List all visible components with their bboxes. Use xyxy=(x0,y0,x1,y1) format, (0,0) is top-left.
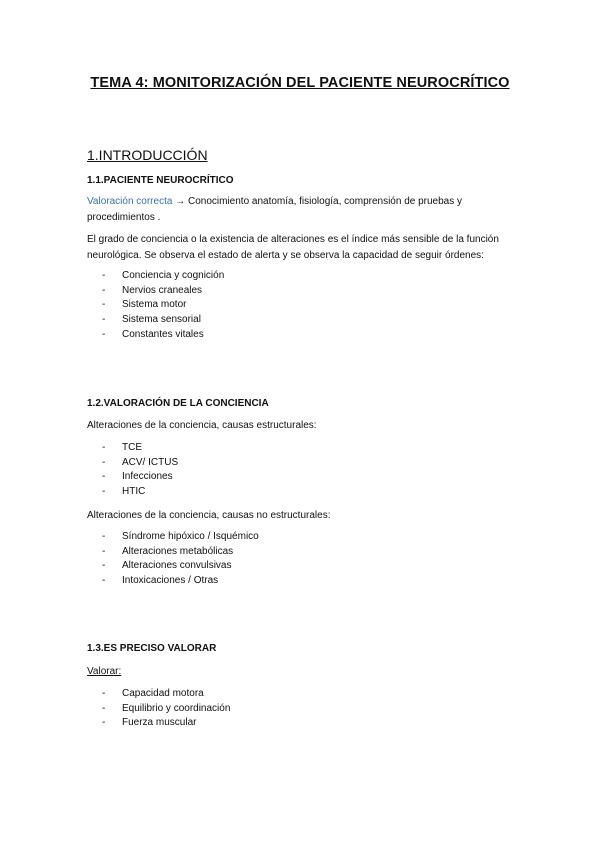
bullet-dash: - xyxy=(102,688,106,699)
section-heading-introduccion: 1.INTRODUCCIÓN xyxy=(87,147,208,163)
bullet-dash: - xyxy=(102,486,106,498)
valorar-label: Valorar: xyxy=(87,666,122,677)
conciencia-paragraph-line1: El grado de conciencia o la existencia de alteraciones es el índice más sensible de la función xyxy=(87,234,499,245)
list-item: - Fuerza muscular xyxy=(102,716,230,731)
bullet-dash: - xyxy=(102,531,106,542)
arrow-right-icon: → xyxy=(175,196,186,207)
bullet-dash: - xyxy=(102,702,106,714)
bullet-dash: - xyxy=(102,442,106,453)
list-item: - Conciencia y cognición xyxy=(102,269,224,284)
bullet-dash: - xyxy=(102,575,106,587)
causas-no-estructurales-list xyxy=(102,530,259,589)
valorar-list xyxy=(102,687,230,731)
list-item: - Alteraciones metabólicas xyxy=(102,545,259,560)
causas-estructurales-list xyxy=(102,441,178,500)
bullet-dash: - xyxy=(102,471,106,483)
bullet-dash: - xyxy=(102,270,106,281)
bullet-dash: - xyxy=(102,299,106,311)
valoracion-text-line2: procedimientos . xyxy=(87,212,161,223)
list-item: - Capacidad motora xyxy=(102,687,230,702)
bullet-dash: - xyxy=(102,545,106,557)
list-item: - Equilibrio y coordinación xyxy=(102,702,230,717)
causas-estructurales-intro: Alteraciones de la conciencia, causas estructurales: xyxy=(87,420,317,431)
bullet-dash: - xyxy=(102,284,106,296)
subsection-heading-es-preciso-valorar: 1.3.ES PRECISO VALORAR xyxy=(87,643,217,654)
valoracion-list xyxy=(102,269,224,342)
bullet-dash: - xyxy=(102,314,106,326)
list-item: - Alteraciones convulsivas xyxy=(102,559,259,574)
valoracion-text-line1: Conocimiento anatomía, fisiología, comprensión de pruebas y xyxy=(185,196,463,207)
conciencia-paragraph xyxy=(87,232,507,264)
conciencia-paragraph-line2: neurológica. Se observa el estado de alerta y se observa la capacidad de seguir órdenes: xyxy=(87,250,484,261)
bullet-dash: - xyxy=(102,560,106,572)
bullet-dash: - xyxy=(102,456,106,468)
bullet-dash: - xyxy=(102,328,106,340)
list-item: - Nervios craneales xyxy=(102,284,224,299)
valoracion-paragraph xyxy=(87,194,507,226)
list-item: - Constantes vitales xyxy=(102,328,224,343)
list-item: - TCE xyxy=(102,441,178,456)
valoracion-label: Valoración correcta xyxy=(87,196,173,207)
causas-no-estructurales-intro: Alteraciones de la conciencia, causas no estructurales: xyxy=(87,510,331,521)
subsection-heading-valoracion-conciencia: 1.2.VALORACIÓN DE LA CONCIENCIA xyxy=(87,398,269,409)
list-item: - Intoxicaciones / Otras xyxy=(102,574,259,589)
document-title: TEMA 4: MONITORIZACIÓN DEL PACIENTE NEUROCRÍTICO xyxy=(90,75,510,91)
list-item: - ACV/ ICTUS xyxy=(102,456,178,471)
subsection-heading-paciente-neurocritico: 1.1.PACIENTE NEUROCRÍTICO xyxy=(87,175,234,186)
bullet-dash: - xyxy=(102,717,106,729)
list-item: - HTIC xyxy=(102,485,178,500)
list-item: - Infecciones xyxy=(102,470,178,485)
list-item: - Sistema motor xyxy=(102,298,224,313)
list-item: - Síndrome hipóxico / Isquémico xyxy=(102,530,259,545)
list-item: - Sistema sensorial xyxy=(102,313,224,328)
